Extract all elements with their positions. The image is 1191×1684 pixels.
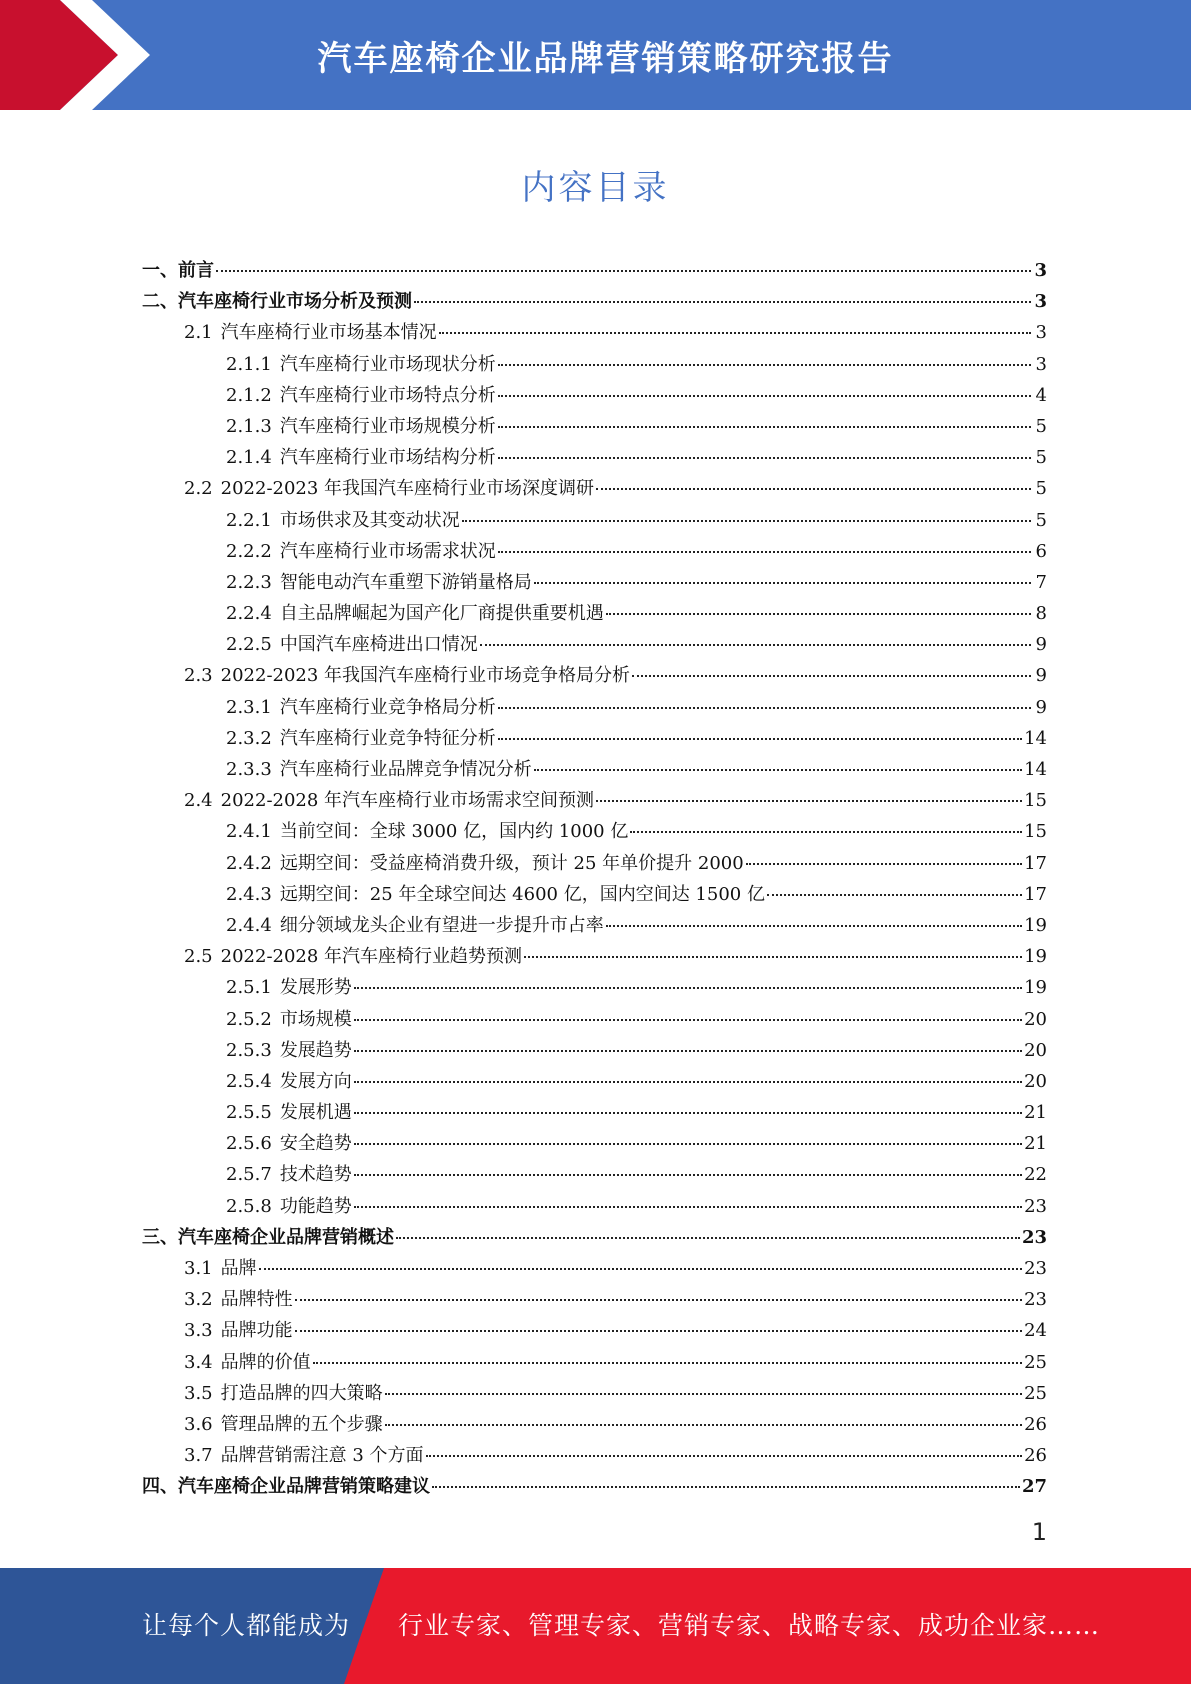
toc-entry-number: 2.1 <box>184 322 213 344</box>
toc-entry-number: 3.1 <box>184 1258 213 1279</box>
toc-dot-leader <box>606 612 1031 615</box>
toc-entry-page: 6 <box>1035 540 1047 562</box>
toc-entry-page: 9 <box>1035 665 1047 687</box>
toc-entry-title: 品牌 <box>220 1258 257 1279</box>
toc-entry-number: 2.5.5 <box>226 1102 272 1124</box>
toc-dot-leader <box>462 519 1031 522</box>
toc-entry[interactable] <box>142 1128 1047 1159</box>
toc-entry[interactable] <box>142 1035 1047 1066</box>
toc-dot-leader <box>498 706 1031 709</box>
toc-entry-number: 2.2.2 <box>226 540 272 562</box>
toc-entry-page: 9 <box>1035 696 1047 718</box>
toc-entry-number: 2.4.3 <box>226 883 272 905</box>
toc-entry-number: 2.3.3 <box>226 759 272 780</box>
toc-entry[interactable] <box>142 785 1047 816</box>
toc-entry-title: 当前空间：全球 3000 亿，国内约 1000 亿 <box>279 821 629 843</box>
toc-dot-leader <box>606 924 1022 927</box>
toc-entry[interactable] <box>142 255 1047 286</box>
toc-entry-number: 2.5 <box>184 946 213 968</box>
toc-entry[interactable] <box>142 660 1047 691</box>
toc-entry[interactable] <box>142 972 1047 1003</box>
footer-slogan-left: 让每个人都能成为 <box>142 1611 351 1640</box>
toc-dot-leader <box>498 550 1031 553</box>
toc-entry-page: 7 <box>1035 571 1047 593</box>
toc-entry[interactable] <box>142 1004 1047 1035</box>
toc-entry-number: 2.2 <box>184 478 213 500</box>
toc-dot-leader <box>354 1080 1022 1083</box>
toc-dot-leader <box>746 862 1022 865</box>
toc-entry-number: 2.1.2 <box>226 384 272 406</box>
toc-entry[interactable] <box>142 941 1047 972</box>
toc-dot-leader <box>295 1298 1022 1301</box>
toc-entry-title: 打造品牌的四大策略 <box>220 1382 383 1404</box>
toc-entry-title: 汽车座椅行业市场基本情况 <box>220 322 437 344</box>
toc-dot-leader <box>354 1018 1022 1021</box>
toc-entry-title: 技术趋势 <box>279 1164 352 1186</box>
toc-dot-leader <box>216 269 1031 272</box>
toc-entry-title: 2022-2028 年汽车座椅行业趋势预测 <box>220 946 523 968</box>
toc-entry[interactable] <box>142 380 1047 411</box>
toc-entry-title: 发展形势 <box>279 977 352 999</box>
toc-entry-page: 19 <box>1024 946 1047 968</box>
toc-entry-page: 4 <box>1035 384 1047 406</box>
toc-entry-title: 智能电动汽车重塑下游销量格局 <box>279 571 532 593</box>
toc-entry-number: 2.5.3 <box>226 1039 272 1061</box>
toc-entry-title: 汽车座椅行业市场结构分析 <box>279 447 496 469</box>
toc-dot-leader <box>295 1329 1022 1332</box>
toc-entry-page: 5 <box>1035 478 1047 500</box>
toc-entry-number: 2.3.2 <box>226 727 272 749</box>
toc-entry-title: 管理品牌的五个步骤 <box>220 1413 383 1435</box>
toc-entry-title: 汽车座椅行业竞争特征分析 <box>279 727 496 749</box>
toc-entry[interactable] <box>142 1222 1047 1253</box>
toc-dot-leader <box>439 331 1031 334</box>
toc-entry[interactable] <box>142 536 1047 567</box>
toc-entry[interactable] <box>142 1066 1047 1097</box>
toc-entry-title: 二、汽车座椅行业市场分析及预测 <box>142 291 412 313</box>
toc-entry-page: 27 <box>1021 1476 1047 1498</box>
toc-dot-leader <box>354 1142 1022 1145</box>
toc-entry-number: 3.2 <box>184 1289 213 1311</box>
toc-entry-page: 20 <box>1024 1070 1047 1092</box>
toc-entry-title: 汽车座椅行业市场规模分析 <box>279 415 496 437</box>
toc-entry[interactable] <box>142 473 1047 504</box>
toc-entry-page: 20 <box>1024 1008 1047 1030</box>
table-of-contents <box>142 255 1047 1503</box>
toc-entry-title: 品牌营销需注意 3 个方面 <box>220 1445 424 1467</box>
toc-entry-page: 26 <box>1024 1413 1047 1435</box>
toc-entry-title: 一、前言 <box>142 260 214 281</box>
toc-entry[interactable] <box>142 1347 1047 1378</box>
toc-entry-page: 14 <box>1024 727 1047 749</box>
toc-entry-number: 3.4 <box>184 1351 213 1373</box>
toc-dot-leader <box>354 1173 1022 1176</box>
toc-entry-number: 2.4.4 <box>226 914 272 936</box>
toc-entry-title: 远期空间：受益座椅消费升级，预计 25 年单价提升 2000 <box>279 852 744 874</box>
toc-entry-title: 汽车座椅行业市场需求状况 <box>279 540 496 562</box>
toc-entry-title: 品牌的价值 <box>220 1351 311 1373</box>
toc-entry[interactable] <box>142 442 1047 473</box>
toc-dot-leader <box>498 737 1022 740</box>
toc-entry-title: 市场规模 <box>279 1008 352 1030</box>
toc-entry-page: 26 <box>1024 1445 1047 1467</box>
toc-heading: 内容目录 <box>521 168 670 208</box>
toc-dot-leader <box>498 456 1031 459</box>
toc-dot-leader <box>498 363 1031 366</box>
toc-entry-title: 远期空间：25 年全球空间达 4600 亿，国内空间达 1500 亿 <box>279 883 765 905</box>
toc-dot-leader <box>259 1267 1022 1270</box>
toc-entry[interactable] <box>142 1284 1047 1315</box>
toc-entry-number: 3.5 <box>184 1382 213 1404</box>
toc-entry[interactable] <box>142 1253 1047 1284</box>
toc-entry-title: 汽车座椅行业品牌竞争情况分析 <box>279 759 532 780</box>
toc-dot-leader <box>426 1454 1023 1457</box>
toc-dot-leader <box>596 799 1022 802</box>
toc-entry-page: 21 <box>1024 1102 1047 1124</box>
toc-entry[interactable] <box>142 1471 1047 1502</box>
toc-entry[interactable] <box>142 598 1047 629</box>
toc-entry-title: 安全趋势 <box>279 1133 352 1155</box>
toc-entry-title: 汽车座椅行业市场现状分析 <box>279 353 496 375</box>
toc-dot-leader <box>498 394 1031 397</box>
toc-entry-title: 品牌功能 <box>220 1320 293 1342</box>
toc-dot-leader <box>480 643 1031 646</box>
toc-entry[interactable] <box>142 816 1047 847</box>
toc-entry[interactable] <box>142 723 1047 754</box>
toc-dot-leader <box>396 1236 1020 1239</box>
toc-entry[interactable] <box>142 1409 1047 1440</box>
toc-entry[interactable] <box>142 1378 1047 1409</box>
toc-entry-number: 2.4.1 <box>226 821 272 843</box>
toc-entry-number: 2.2.3 <box>226 571 272 593</box>
toc-entry-page: 5 <box>1035 415 1047 437</box>
toc-entry-number: 2.4.2 <box>226 852 272 874</box>
toc-entry-number: 2.3 <box>184 665 213 687</box>
toc-entry-title: 细分领域龙头企业有望进一步提升市占率 <box>279 914 604 936</box>
toc-dot-leader <box>524 955 1022 958</box>
toc-dot-leader <box>354 1111 1022 1114</box>
toc-dot-leader <box>313 1361 1022 1364</box>
toc-entry-number: 2.5.4 <box>226 1070 272 1092</box>
toc-entry-number: 2.5.1 <box>226 977 272 999</box>
toc-entry-page: 15 <box>1024 790 1047 812</box>
toc-entry-title: 自主品牌崛起为国产化厂商提供重要机遇 <box>279 603 604 625</box>
toc-entry-number: 2.2.1 <box>226 509 272 531</box>
toc-entry[interactable] <box>142 286 1047 317</box>
toc-entry-page: 25 <box>1024 1382 1047 1404</box>
toc-dot-leader <box>354 986 1022 989</box>
toc-entry-page: 23 <box>1024 1289 1047 1311</box>
toc-entry-number: 2.5.2 <box>226 1008 272 1030</box>
toc-entry[interactable] <box>142 910 1047 941</box>
toc-entry-page: 23 <box>1024 1195 1047 1217</box>
toc-entry[interactable] <box>142 879 1047 910</box>
toc-entry-number: 2.5.8 <box>226 1195 272 1217</box>
toc-entry-page: 24 <box>1024 1320 1047 1342</box>
toc-dot-leader <box>354 1049 1022 1052</box>
toc-entry-number: 3.6 <box>184 1413 213 1435</box>
toc-entry-page: 8 <box>1035 603 1047 625</box>
footer-slogan-right: 行业专家、管理专家、营销专家、战略专家、成功企业家…… <box>398 1611 1101 1640</box>
page-number: 1 <box>1031 1518 1047 1546</box>
toc-entry-number: 2.2.4 <box>226 603 272 625</box>
toc-entry-number: 2.2.5 <box>226 634 272 656</box>
toc-dot-leader <box>596 487 1031 490</box>
toc-entry-page: 17 <box>1024 883 1047 905</box>
toc-dot-leader <box>432 1485 1020 1488</box>
toc-entry-page: 5 <box>1035 509 1047 531</box>
footer-band <box>0 1568 1191 1684</box>
toc-entry-title: 汽车座椅行业竞争格局分析 <box>279 696 496 718</box>
toc-entry[interactable] <box>142 317 1047 348</box>
toc-entry-number: 2.4 <box>184 790 213 812</box>
toc-entry-page: 3 <box>1034 291 1047 313</box>
toc-entry[interactable] <box>142 349 1047 380</box>
toc-entry-number: 2.1.1 <box>226 353 272 375</box>
toc-dot-leader <box>632 674 1031 677</box>
toc-entry-page: 23 <box>1021 1226 1047 1248</box>
toc-dot-leader <box>534 768 1022 771</box>
toc-entry[interactable] <box>142 1097 1047 1128</box>
report-title: 汽车座椅企业品牌营销策略研究报告 <box>317 38 894 79</box>
toc-entry-page: 3 <box>1035 322 1047 344</box>
toc-entry-page: 15 <box>1024 821 1047 843</box>
toc-entry-number: 2.1.4 <box>226 447 272 469</box>
toc-entry-page: 5 <box>1035 447 1047 469</box>
toc-entry-number: 2.1.3 <box>226 415 272 437</box>
toc-entry-title: 2022-2028 年汽车座椅行业市场需求空间预测 <box>220 790 595 812</box>
toc-entry-page: 23 <box>1024 1258 1047 1279</box>
toc-entry-page: 17 <box>1024 852 1047 874</box>
toc-entry-page: 25 <box>1024 1351 1047 1373</box>
toc-entry-page: 9 <box>1035 634 1047 656</box>
toc-dot-leader <box>354 1205 1022 1208</box>
toc-entry-title: 发展方向 <box>279 1070 352 1092</box>
toc-entry-title: 汽车座椅行业市场特点分析 <box>279 384 496 406</box>
toc-entry[interactable] <box>142 505 1047 536</box>
toc-dot-leader <box>534 581 1031 584</box>
toc-entry-title: 品牌特性 <box>220 1289 293 1311</box>
toc-entry-title: 功能趋势 <box>279 1195 352 1217</box>
toc-dot-leader <box>385 1423 1022 1426</box>
toc-entry[interactable] <box>142 754 1047 785</box>
toc-entry-page: 3 <box>1035 353 1047 375</box>
toc-entry-title: 发展趋势 <box>279 1039 352 1061</box>
toc-entry-number: 2.5.6 <box>226 1133 272 1155</box>
toc-entry-title: 四、汽车座椅企业品牌营销策略建议 <box>142 1476 430 1498</box>
toc-entry-page: 21 <box>1024 1133 1047 1155</box>
toc-entry-page: 19 <box>1024 914 1047 936</box>
toc-entry[interactable] <box>142 411 1047 442</box>
toc-dot-leader <box>498 425 1031 428</box>
toc-entry-title: 发展机遇 <box>279 1102 352 1124</box>
toc-entry-page: 22 <box>1024 1164 1047 1186</box>
toc-entry[interactable] <box>142 1315 1047 1346</box>
toc-entry-page: 14 <box>1024 759 1047 780</box>
toc-entry[interactable] <box>142 629 1047 660</box>
toc-entry[interactable] <box>142 567 1047 598</box>
toc-entry[interactable] <box>142 848 1047 879</box>
toc-entry-number: 3.7 <box>184 1445 213 1467</box>
toc-entry-number: 3.3 <box>184 1320 213 1342</box>
toc-entry-page: 19 <box>1024 977 1047 999</box>
toc-dot-leader <box>414 300 1031 303</box>
toc-entry-page: 20 <box>1024 1039 1047 1061</box>
toc-entry-title: 2022-2023 年我国汽车座椅行业市场深度调研 <box>220 478 595 500</box>
toc-entry-title: 市场供求及其变动状况 <box>279 509 460 531</box>
toc-dot-leader <box>385 1392 1022 1395</box>
toc-entry[interactable] <box>142 1440 1047 1471</box>
toc-entry[interactable] <box>142 692 1047 723</box>
toc-entry-title: 2022-2023 年我国汽车座椅行业市场竞争格局分析 <box>220 665 631 687</box>
toc-entry[interactable] <box>142 1159 1047 1190</box>
toc-dot-leader <box>767 893 1022 896</box>
toc-entry[interactable] <box>142 1191 1047 1222</box>
toc-entry-page: 3 <box>1034 260 1047 281</box>
toc-dot-leader <box>630 830 1022 833</box>
toc-entry-number: 2.5.7 <box>226 1164 272 1186</box>
toc-entry-title: 三、汽车座椅企业品牌营销概述 <box>142 1226 394 1248</box>
toc-entry-title: 中国汽车座椅进出口情况 <box>279 634 478 656</box>
toc-entry-number: 2.3.1 <box>226 696 272 718</box>
